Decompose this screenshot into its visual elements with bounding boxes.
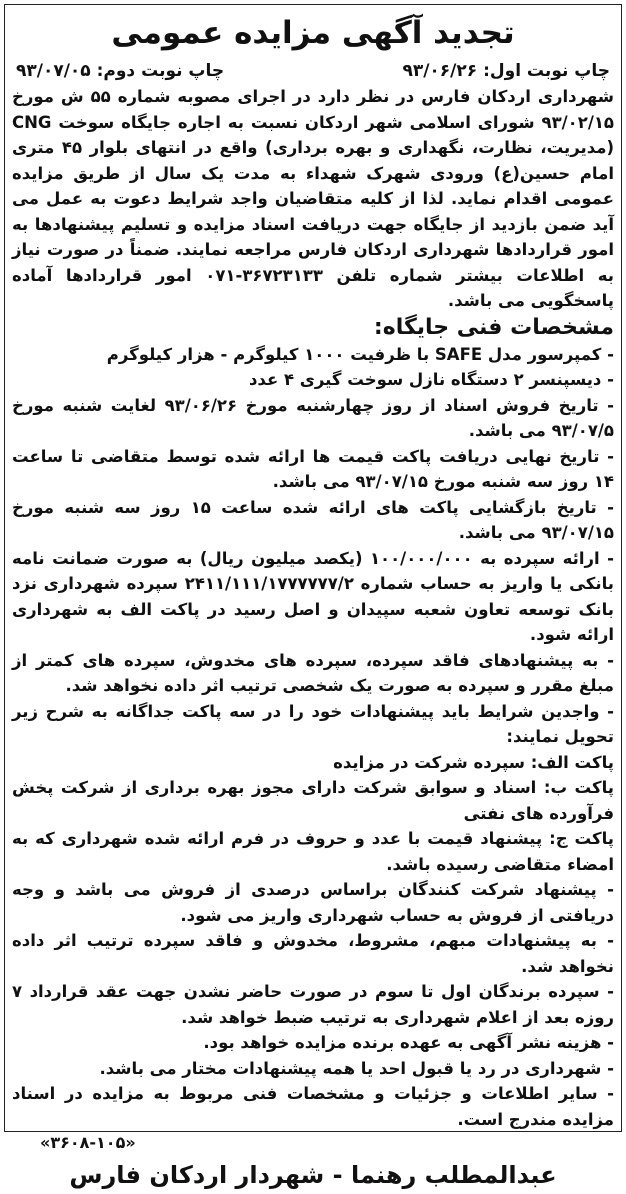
notice-content bbox=[10, 8, 616, 1189]
list-item: - تاریخ فروش اسناد از روز چهارشنبه مورخ ۹۳/۰۶/۲۶ لغایت شنبه مورخ ۹۳/۰۷/۵ می باشد. bbox=[12, 395, 614, 440]
second-print-date: چاپ نوبت دوم: ۹۳/۰۷/۰۵ bbox=[16, 61, 225, 81]
list-item: - هزینه نشر آگهی به عهده برنده مزایده خواهد بود. bbox=[203, 1033, 614, 1052]
list-item: - سایر اطلاعات و جزئیات و مشخصات فنی مربوط به مزایده در اسناد مزایده مندرج است. bbox=[12, 1084, 614, 1129]
list-item: - ارائه سپرده به ۱۰۰/۰۰۰/۰۰۰ (یکصد میلیون ریال) به صورت ضمانت نامه بانکی یا واریز به حساب شماره ۲۴۱۱/۱۱۱/۱۷۷۷۷۷۷/۲ سپرده شهرداری نزد بانک توسعه تعاون شعبه سپیدان و اصل رسید در پاکت الف به شهرداری ارائه شود. bbox=[12, 548, 614, 644]
list-item: - واجدین شرایط باید پیشنهادات خود را در سه پاکت جداگانه به شرح زیر تحویل نمایند: bbox=[12, 701, 614, 746]
first-print-date: چاپ نوبت اول: ۹۳/۰۶/۲۶ bbox=[402, 61, 610, 81]
list-item: - تاریخ نهایی دریافت پاکت قیمت ها ارائه شده توسط متقاضی تا ساعت ۱۴ روز سه شنبه مورخ ۹۳/۰۷/۱۵ می باشد. bbox=[12, 446, 614, 491]
list-item: - به پیشنهادات مبهم، مشروط، مخدوش و فاقد سپرده ترتیب اثر داده نخواهد شد. bbox=[12, 931, 614, 976]
list-item: - به پیشنهادهای فاقد سپرده، سپرده های مخدوش، سپرده های کمتر از مبلغ مقرر و سپرده به صورت یک شخصی ترتیب اثر داده نخواهد شد. bbox=[12, 650, 614, 695]
list-item: - پیشنهاد شرکت کنندگان براساس درصدی از فروش می باشد و وجه دریافتی از فروش به حساب شهرداری واریز می شود. bbox=[12, 880, 614, 925]
list-item: - دیسپنسر ۲ دستگاه نازل سوخت گیری ۴ عدد bbox=[248, 370, 614, 389]
list-item: پاکت الف: سپرده شرکت در مزایده bbox=[333, 752, 614, 772]
list-item: پاکت ج: پیشنهاد قیمت با عدد و حروف در فرم ارائه شده شهرداری که به امضاء متقاضی رسیده باشد. bbox=[12, 829, 614, 874]
notice-code: «۳۶۰۸-۱۰۵» bbox=[40, 1133, 136, 1152]
list-item: پاکت ب: اسناد و سوابق شرکت دارای مجوز بهره برداری از شرکت پخش فرآورده های نفتی bbox=[12, 778, 614, 823]
signature: عبدالمطلب رهنما - شهردار اردکان فارس bbox=[69, 1161, 557, 1189]
print-dates bbox=[10, 58, 616, 84]
list-item: - شهرداری در رد یا قبول احد یا همه پیشنهادات مختار می باشد. bbox=[99, 1058, 614, 1078]
intro-paragraph: شهرداری اردکان فارس در نظر دارد در اجرای مصوبه شماره ۵۵ ش مورخ ۹۳/۰۲/۱۵ شورای اسلامی شهر اردکان نسبت به اجاره جایگاه سوخت CNG (مدیریت، نظارت، نگهداری و بهره برداری) واقع در انتهای بلوار ۴۵ متری امام حسین(ع) ورودی شهرک شهداء به مدت یک سال از طریق مزایده عمومی اقدام نماید. لذا از کلیه متقاضیان واجد شرایط دعوت به عمل می آید ضمن بازدید از جایگاه جهت دریافت اسناد مزایده و تسلیم پیشنهادها به امور قراردادها شهرداری اردکان فارس مراجعه نمایند. ضمناً در صورت نیاز به اطلاعات بیشتر شماره تلفن ۳۶۷۲۳۱۳۳-۰۷۱ امور قراردادها آماده پاسخگویی می باشد. bbox=[12, 87, 614, 310]
notice-title: تجدید آگهی مزایده عمومی bbox=[111, 15, 515, 51]
list-item: - سپرده برندگان اول تا سوم در صورت حاضر نشدن جهت عقد قرارداد ۷ روزه بعد از اعلام شهرداری به ترتیب ضبط خواهد شد. bbox=[12, 982, 614, 1027]
list-item: - تاریخ بازگشایی پاکت های ارائه شده ساعت ۱۵ روز سه شنبه مورخ ۹۳/۰۷/۱۵ می باشد. bbox=[12, 497, 614, 542]
section-title: مشخصات فنی جایگاه: bbox=[373, 314, 614, 340]
list-item: - کمپرسور مدل SAFE با ظرفیت ۱۰۰۰ کیلوگرم - هزار کیلوگرم bbox=[106, 344, 614, 364]
specification-list bbox=[10, 342, 616, 1133]
